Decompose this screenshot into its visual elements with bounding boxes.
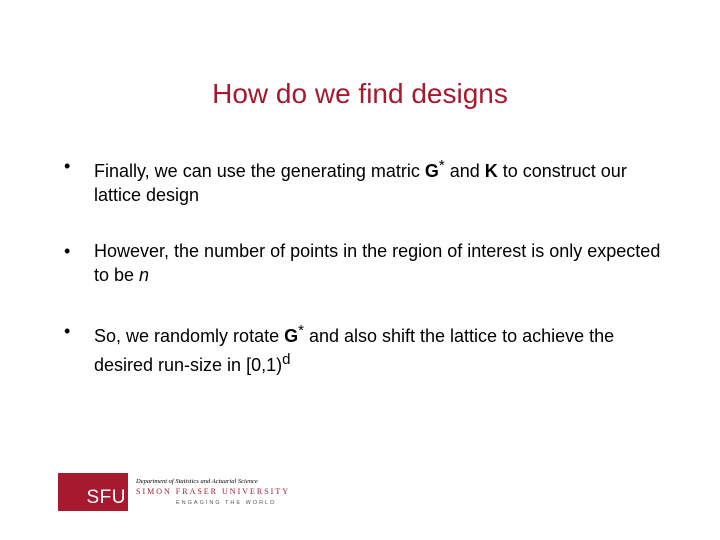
- slide-title: How do we find designs: [212, 78, 508, 109]
- bullet-text: and also shift the lattice to achieve the desired run-size in [0,1): [94, 326, 615, 375]
- bullet-item: [62, 154, 662, 207]
- department-name: Department of Statistics and Actuarial Science: [136, 478, 258, 485]
- superscript-star: *: [298, 322, 304, 339]
- bullet-item: [62, 319, 662, 377]
- bullet-text: However, the number of points in the region of interest is only expected to be: [94, 241, 661, 285]
- matrix-symbol-k: K: [484, 161, 498, 181]
- bullet-text: and: [444, 161, 485, 181]
- sfu-logo-block: [58, 473, 128, 511]
- sfu-logo-text: SFU: [86, 487, 126, 508]
- sfu-logo: [58, 473, 290, 511]
- university-name: SIMON FRASER UNIVERSITY: [136, 487, 291, 496]
- bullet-text: Finally, we can use the generating matric: [94, 161, 425, 181]
- bullet-item: [62, 239, 662, 287]
- bullet-marker: •: [64, 241, 71, 261]
- university-tagline: ENGAGING THE WORLD: [176, 500, 277, 506]
- matrix-symbol-g: G: [284, 326, 299, 346]
- superscript-star: *: [438, 157, 445, 174]
- bullet-list: [62, 154, 662, 409]
- bullet-text: So, we randomly rotate: [94, 326, 285, 346]
- bullet-marker: •: [64, 156, 71, 176]
- matrix-symbol-g: G: [424, 161, 439, 181]
- superscript-d: d: [282, 351, 291, 368]
- bullet-marker: •: [64, 321, 71, 341]
- variable-n: n: [139, 265, 150, 285]
- bullet-text: to construct our lattice design: [94, 161, 627, 205]
